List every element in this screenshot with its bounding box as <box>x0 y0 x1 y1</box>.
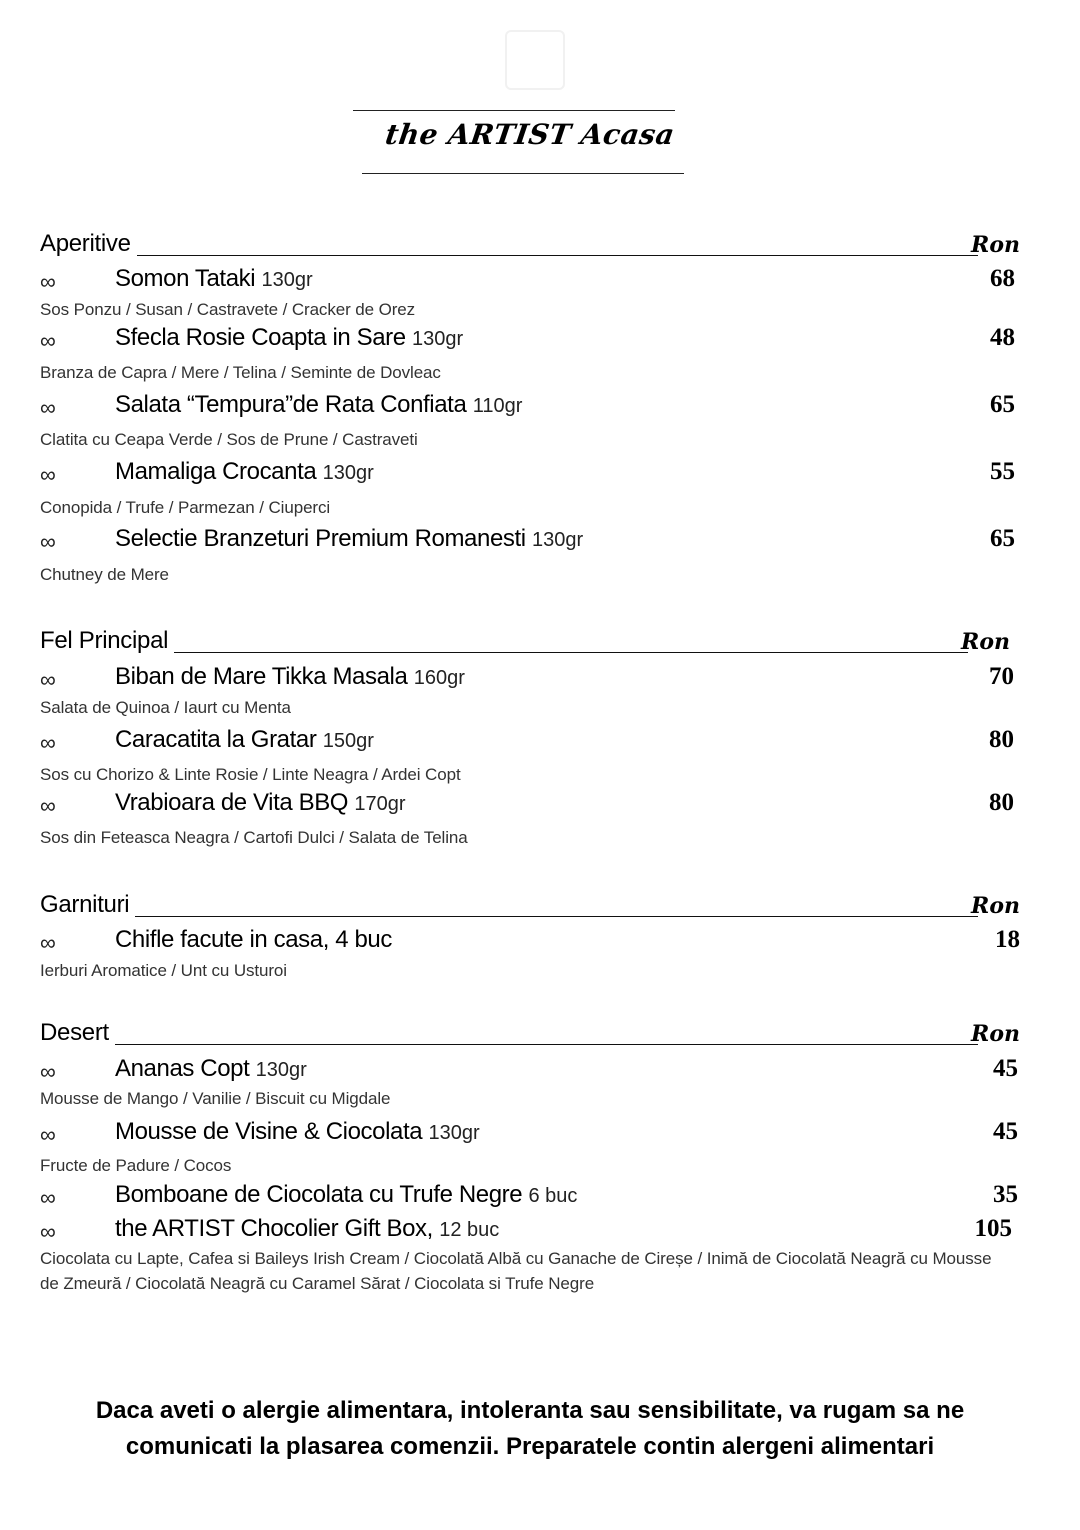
section-header-garnituri <box>40 889 1020 921</box>
item-name: Bomboane de Ciocolata cu Trufe Negre <box>115 1181 523 1208</box>
item-price: 45 <box>993 1118 1018 1145</box>
infinity-bullet-icon: ∞ <box>40 667 56 692</box>
item-price: 65 <box>990 391 1015 418</box>
menu-item <box>40 926 1020 958</box>
item-name-line <box>115 525 583 553</box>
item-description: Conopida / Trufe / Parmezan / Ciuperci <box>40 498 331 517</box>
item-name-line <box>115 458 374 486</box>
menu-item <box>40 1215 1020 1247</box>
header-rule-bottom <box>362 173 684 174</box>
item-price: 55 <box>990 458 1015 485</box>
item-weight: 130gr <box>428 1122 480 1144</box>
item-price: 70 <box>989 663 1014 690</box>
logo-watermark <box>505 30 565 90</box>
item-weight: 12 buc <box>439 1219 500 1241</box>
item-description: Clatita cu Ceapa Verde / Sos de Prune / Castraveti <box>40 430 418 449</box>
item-name: Salata “Tempura”de Rata Confiata <box>115 391 467 418</box>
item-weight: 150gr <box>322 730 374 752</box>
item-name: Ananas Copt <box>115 1055 250 1082</box>
menu-item <box>40 1118 1020 1150</box>
currency-label: Ron <box>961 629 1010 655</box>
item-weight: 130gr <box>531 529 584 551</box>
item-name-line <box>115 1181 577 1209</box>
section-header-desert <box>40 1017 1020 1049</box>
infinity-bullet-icon: ∞ <box>40 930 56 955</box>
item-weight: 130gr <box>411 328 464 350</box>
menu-item <box>40 1055 1020 1087</box>
section-header-fel-principal <box>40 625 1020 657</box>
currency-label: Ron <box>971 232 1020 258</box>
item-description: Fructe de Padure / Cocos <box>40 1156 232 1175</box>
infinity-bullet-icon: ∞ <box>40 1059 56 1084</box>
menu-item <box>40 391 1020 423</box>
item-name: Mamaliga Crocanta <box>115 458 317 485</box>
item-description: Salata de Quinoa / Iaurt cu Menta <box>40 698 291 717</box>
item-name: Chifle facute in casa, 4 buc <box>115 926 392 953</box>
infinity-bullet-icon: ∞ <box>40 529 56 554</box>
item-description: Ierburi Aromatice / Unt cu Usturoi <box>40 961 287 980</box>
item-name: Vrabioara de Vita BBQ <box>115 789 349 816</box>
allergen-notice-line1: Daca aveti o alergie alimentara, intoleranta sau sensibilitate, va rugam sa ne <box>95 1397 965 1424</box>
section-title: Desert <box>40 1019 115 1047</box>
item-description: Ciocolata cu Lapte, Cafea si Baileys Irish Cream / Ciocolată Albă cu Ganache de Cireșe / Inimă de Ciocolată Neagră cu Mousse de Zmeură / Ciocolată Neagră cu Caramel Sărat / Ciocolata si Trufe Negre <box>40 1249 992 1293</box>
item-name: Somon Tataki <box>115 265 256 292</box>
infinity-bullet-icon: ∞ <box>40 328 56 353</box>
item-name-line <box>115 926 392 954</box>
allergen-notice <box>30 1393 1030 1465</box>
section-rule <box>40 255 978 257</box>
item-description: Mousse de Mango / Vanilie / Biscuit cu Migdale <box>40 1089 391 1108</box>
item-name: Mousse de Visine & Ciocolata <box>115 1118 423 1145</box>
menu-item <box>40 525 1020 557</box>
infinity-bullet-icon: ∞ <box>40 1122 56 1147</box>
item-name-line <box>115 1215 499 1243</box>
item-name: Biban de Mare Tikka Masala <box>115 663 408 690</box>
section-header-aperitive <box>40 228 1020 260</box>
section-rule <box>40 1044 978 1046</box>
item-price: 105 <box>974 1215 1012 1242</box>
menu-item <box>40 265 1020 297</box>
item-name-line <box>115 1118 480 1146</box>
item-weight: 130gr <box>322 462 374 484</box>
item-price: 68 <box>990 265 1015 292</box>
infinity-bullet-icon: ∞ <box>40 1219 56 1244</box>
infinity-bullet-icon: ∞ <box>40 462 56 487</box>
item-price: 48 <box>990 324 1015 351</box>
brand-title: the ARTIST Acasa <box>383 118 677 151</box>
section-title: Garnituri <box>40 891 135 919</box>
item-description: Chutney de Mere <box>40 565 169 584</box>
item-weight: 6 buc <box>528 1185 578 1207</box>
item-price: 35 <box>993 1181 1018 1208</box>
item-description: Sos din Feteasca Neagra / Cartofi Dulci / Salata de Telina <box>40 828 468 847</box>
item-name-line <box>115 265 313 293</box>
item-name: the ARTIST Chocolier Gift Box, <box>115 1215 433 1242</box>
section-rule <box>40 916 978 918</box>
item-name-line <box>115 324 463 352</box>
section-title: Aperitive <box>40 230 137 258</box>
section-rule <box>40 652 968 654</box>
item-name-line <box>115 663 465 691</box>
infinity-bullet-icon: ∞ <box>40 1185 56 1210</box>
item-weight: 160gr <box>413 667 465 689</box>
currency-label: Ron <box>971 893 1020 919</box>
item-weight: 130gr <box>261 269 313 291</box>
item-price: 18 <box>995 926 1020 953</box>
menu-item <box>40 458 1020 490</box>
infinity-bullet-icon: ∞ <box>40 730 56 755</box>
menu-item <box>40 789 1020 821</box>
infinity-bullet-icon: ∞ <box>40 793 56 818</box>
item-price: 65 <box>990 525 1015 552</box>
item-weight: 170gr <box>354 793 406 815</box>
infinity-bullet-icon: ∞ <box>40 269 56 294</box>
menu-item <box>40 663 1020 695</box>
item-name: Sfecla Rosie Coapta in Sare <box>115 324 406 351</box>
item-name-line <box>115 789 406 817</box>
item-name-line <box>115 726 374 754</box>
menu-item <box>40 1181 1020 1213</box>
item-description: Branza de Capra / Mere / Telina / Seminte de Dovleac <box>40 363 441 382</box>
item-name: Caracatita la Gratar <box>115 726 317 753</box>
item-name-line <box>115 1055 307 1083</box>
menu-item <box>40 324 1020 356</box>
item-description: Sos Ponzu / Susan / Castravete / Cracker de Orez <box>40 300 416 319</box>
allergen-notice-line2: comunicati la plasarea comenzii. Preparatele contin alergeni alimentari <box>125 1433 935 1460</box>
header-rule-top <box>353 110 675 111</box>
item-weight: 130gr <box>255 1059 307 1081</box>
menu-item <box>40 726 1020 758</box>
currency-label: Ron <box>971 1021 1020 1047</box>
item-price: 45 <box>993 1055 1018 1082</box>
item-name-line <box>115 391 522 419</box>
item-price: 80 <box>989 726 1014 753</box>
infinity-bullet-icon: ∞ <box>40 395 56 420</box>
item-price: 80 <box>989 789 1014 816</box>
section-title: Fel Principal <box>40 627 174 655</box>
item-weight: 110gr <box>472 395 523 417</box>
item-name: Selectie Branzeturi Premium Romanesti <box>115 525 526 552</box>
item-description: Sos cu Chorizo & Linte Rosie / Linte Neagra / Ardei Copt <box>40 765 461 784</box>
